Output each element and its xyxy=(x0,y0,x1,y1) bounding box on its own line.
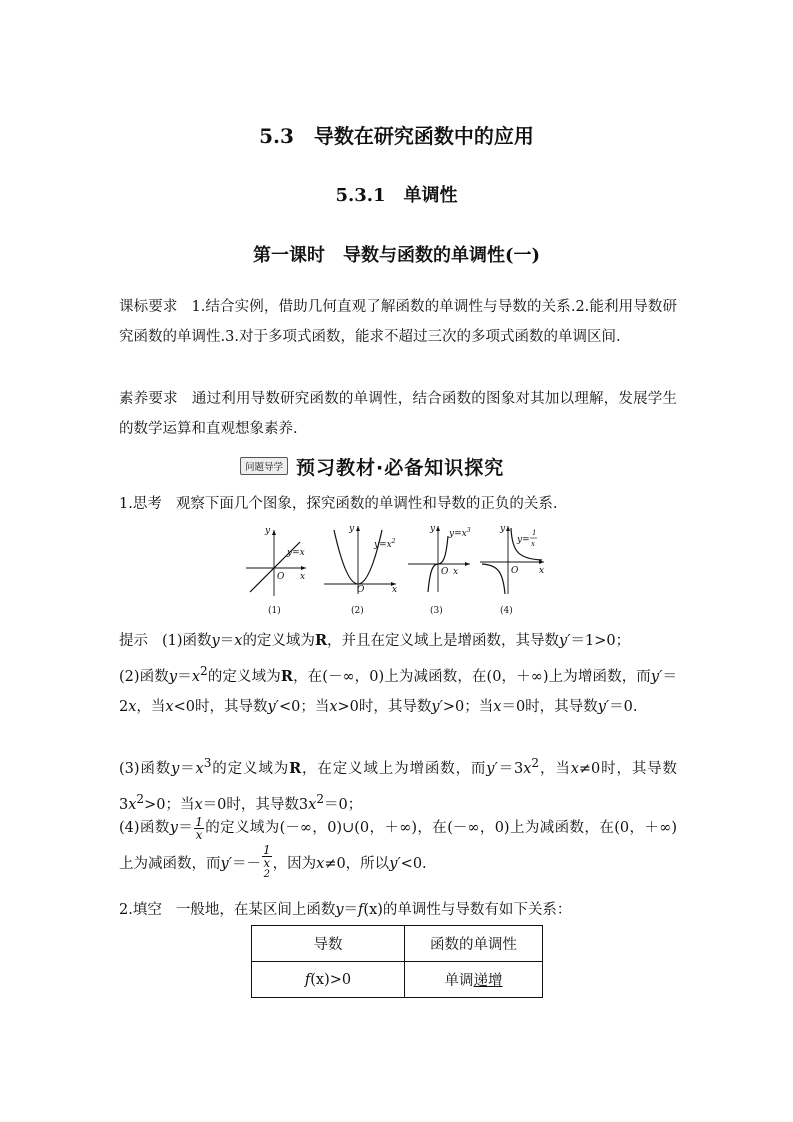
hint-text: (2)函数 xyxy=(119,668,169,685)
graph-3-x-label: x xyxy=(453,567,459,577)
graph-4-origin: O xyxy=(511,566,519,576)
math-var: x xyxy=(493,698,502,715)
math-var: y′ xyxy=(650,668,663,685)
hint-text: <0；当 xyxy=(278,698,330,715)
hint-text: ＝0时，其导数3 xyxy=(202,796,309,813)
math-var: y′ xyxy=(559,633,571,649)
think-label: 1.思考 xyxy=(119,496,162,512)
banner-badge: 问题导学 xyxy=(240,457,288,475)
math-var: x xyxy=(570,760,579,777)
math-set: R xyxy=(280,667,293,685)
hint-text: ＝3 xyxy=(497,760,524,777)
math-var: x xyxy=(128,796,137,813)
fraction-denominator xyxy=(262,857,272,884)
math-sup: 2 xyxy=(136,791,145,806)
math-var: y xyxy=(168,668,178,685)
hint-text: 的定义域为 xyxy=(242,633,315,649)
graph-1-y-label: y xyxy=(265,526,271,536)
math-var: f xyxy=(358,902,364,918)
table-cell-text: (x)>0 xyxy=(310,971,352,988)
hint-text: ＝0. xyxy=(609,698,638,715)
hint-text: (3)函数 xyxy=(119,760,172,777)
graph-1 xyxy=(246,526,306,616)
section-title: 5.3 导数在研究函数中的应用 xyxy=(259,124,534,148)
table-cell-text: 单调 xyxy=(444,973,474,989)
graph-2-x-label: x xyxy=(392,585,398,595)
fill-text: (x) xyxy=(363,902,383,918)
math-set: R xyxy=(314,632,327,649)
hint-text: ，因为 xyxy=(272,856,317,872)
math-var: y′ xyxy=(220,856,232,872)
fill-text: 的单调性与导数有如下关系： xyxy=(382,902,572,918)
hint-text: <0. xyxy=(400,856,427,872)
graph-4-label: y= xyxy=(517,535,530,545)
math-set: R xyxy=(289,759,302,777)
fraction-one-over-x xyxy=(194,816,204,841)
math-var: y xyxy=(171,760,180,777)
math-var: y xyxy=(169,820,178,836)
graph-2-caption: (2) xyxy=(351,606,364,616)
math-var: x xyxy=(191,668,201,685)
table-header: 导数 xyxy=(252,926,405,962)
hint-paragraph-2 xyxy=(119,656,677,722)
subsection-title: 5.3.1 单调性 xyxy=(335,185,458,206)
math-var: y′ xyxy=(486,760,498,777)
math-var: f xyxy=(304,971,311,988)
fraction-numerator: 1 xyxy=(262,843,271,857)
hint-text: 的定义域为 xyxy=(207,668,281,685)
hint-text: ＝－ xyxy=(231,856,261,872)
hint-text: ＝ xyxy=(219,633,235,649)
hint-label: 提示 xyxy=(119,633,148,649)
hint-text: ＝1>0； xyxy=(570,633,631,649)
math-var: x xyxy=(263,856,271,870)
table-cell xyxy=(405,962,543,998)
graph-3-caption: (3) xyxy=(430,606,443,616)
hint-text: 的定义域为(－∞，0)∪(0，＋∞)，在(－∞，0)上为减函数，在(0，＋∞)上为减函数，而 xyxy=(119,820,677,872)
graph-3 xyxy=(408,524,471,616)
graph-2-label: $y=x^2$ xyxy=(374,538,396,550)
literacy-requirements-label: 素养要求 xyxy=(119,391,178,407)
graph-1-origin: O xyxy=(277,572,285,582)
graph-4-x-label: x xyxy=(539,566,545,576)
hint-text: ≠0时，其导数3 xyxy=(119,760,678,813)
math-var: x xyxy=(329,698,338,715)
course-requirements-label: 课标要求 xyxy=(119,299,178,315)
lesson-title: 第一课时 导数与函数的单调性(一) xyxy=(252,245,541,266)
table-header: 函数的单调性 xyxy=(405,926,543,962)
fill-answer: 递增 xyxy=(473,973,503,989)
math-var: y′ xyxy=(267,698,279,715)
hint-text: ＝ xyxy=(177,820,194,836)
hint-paragraph-3 xyxy=(119,748,677,820)
think-paragraph xyxy=(119,489,677,519)
graph-2 xyxy=(324,524,397,616)
graph-1-x-label: x xyxy=(300,572,306,582)
fill-text: ＝ xyxy=(343,902,359,918)
math-var: x xyxy=(234,633,243,649)
hint-text: ，在定义域上为增函数，而 xyxy=(301,760,487,777)
hint-text: <0时，其导数 xyxy=(173,698,268,715)
table-cell xyxy=(252,962,405,998)
math-sup: 2 xyxy=(316,791,324,806)
fill-text: 一般地，在某区间上函数 xyxy=(175,902,336,918)
hint-text: 的定义域为 xyxy=(211,760,290,777)
math-var: x xyxy=(165,698,174,715)
hint-text: >0；当 xyxy=(144,796,195,813)
hint-text: >0时，其导数 xyxy=(337,698,432,715)
graph-3-origin: O xyxy=(441,567,449,577)
math-var: y xyxy=(211,633,220,649)
hint-text: ＝ xyxy=(179,760,196,777)
hint-text: ＝0； xyxy=(324,796,363,813)
course-requirements xyxy=(119,292,677,352)
fraction-numerator: 1 xyxy=(195,814,203,829)
literacy-requirements xyxy=(119,384,677,444)
graph-2-origin: O xyxy=(357,585,365,595)
hint-text: ，当 xyxy=(136,698,166,715)
graph-4-label-den: x xyxy=(531,540,535,548)
math-var: x xyxy=(308,796,317,813)
fill-label: 2.填空 xyxy=(119,902,162,918)
math-var: y′ xyxy=(597,698,610,715)
literacy-requirements-text: 通过利用导数研究函数的单调性，结合函数的图象对其加以理解，发展学生的数学运算和直观想象素养. xyxy=(119,391,678,437)
banner-title: 预习教材·必备知识探究 xyxy=(296,456,505,479)
think-text: 观察下面几个图象，探究函数的单调性和导数的正负的关系. xyxy=(175,496,558,512)
math-sup: 2 xyxy=(200,664,208,678)
table-header-row xyxy=(252,926,543,962)
graph-3-y-label: y xyxy=(430,524,436,534)
hint-text: (4)函数 xyxy=(119,820,170,836)
hint-text: ，在(－∞，0)上为减函数，在(0，＋∞)上为增函数，而 xyxy=(292,668,651,685)
derivative-monotonicity-table xyxy=(251,925,543,998)
hint-text: ，并且在定义域上是增函数，其导数 xyxy=(327,633,559,649)
hint-text: ＝ xyxy=(177,668,192,685)
math-sup: 3 xyxy=(203,756,212,770)
math-var: y xyxy=(335,902,344,918)
math-var: x xyxy=(128,698,137,715)
graph-2-y-label: y xyxy=(349,524,355,534)
course-requirements-text: 1.结合实例，借助几何直观了解函数的单调性与导数的关系.2.能利用导数研究函数的单调性.3.对于多项式函数，能求不超过三次的多项式函数的单调区间. xyxy=(119,299,677,345)
hint-paragraph-1 xyxy=(119,626,677,656)
graph-3-label: $y=x^3$ xyxy=(449,527,471,539)
math-var: y′ xyxy=(431,698,443,715)
math-var: x xyxy=(523,760,532,777)
graph-1-caption: (1) xyxy=(268,606,281,616)
section-banner xyxy=(240,451,504,481)
fraction-denominator: x xyxy=(195,827,203,842)
hint-paragraph-4 xyxy=(119,812,677,884)
hint-text: ＝2 xyxy=(119,668,678,715)
hint-text: (1)函数 xyxy=(162,633,212,649)
math-var: y′ xyxy=(389,856,401,872)
math-sup: 2 xyxy=(531,756,540,770)
math-var: x xyxy=(194,796,203,813)
function-graphs xyxy=(244,522,554,622)
hint-text: ＝0时，其导数 xyxy=(501,698,598,715)
graph-4-caption: (4) xyxy=(500,606,513,616)
graph-1-label: y=x xyxy=(287,548,305,558)
graph-4 xyxy=(480,524,544,616)
math-sup: 2 xyxy=(263,869,270,880)
graph-4-curve-left xyxy=(482,564,505,594)
fraction-one-over-x-squared xyxy=(262,844,272,884)
math-var: x xyxy=(316,856,325,872)
graph-4-y-label: y xyxy=(500,524,506,534)
hint-text: ，当 xyxy=(539,760,571,777)
graph-4-label-num: 1 xyxy=(532,529,537,537)
hint-text: ≠0，所以 xyxy=(324,856,390,872)
table-row xyxy=(252,962,543,998)
fill-paragraph xyxy=(119,895,677,925)
hint-text: >0；当 xyxy=(442,698,494,715)
math-var: x xyxy=(195,760,204,777)
